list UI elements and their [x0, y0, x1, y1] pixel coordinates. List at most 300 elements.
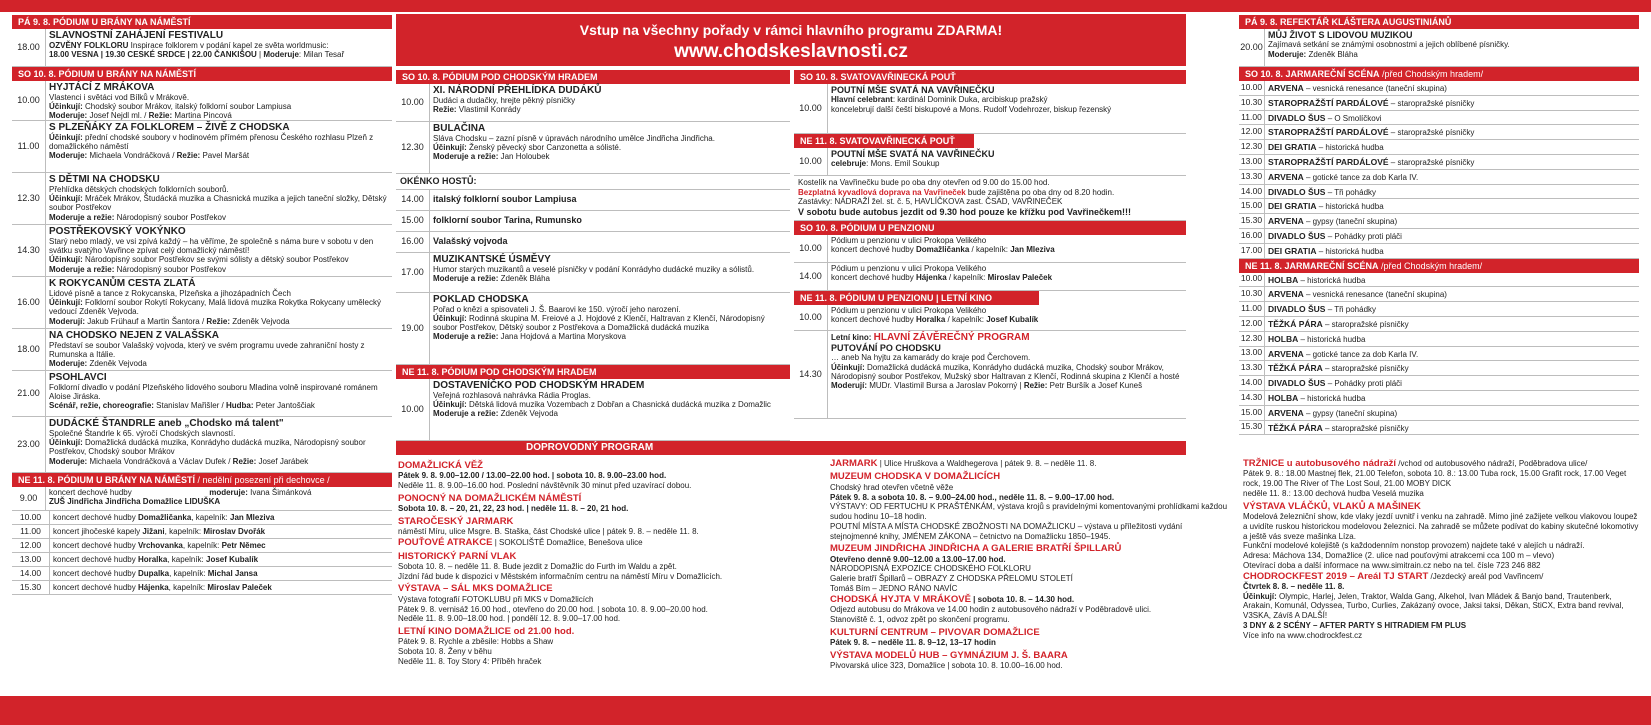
- program-line: Moderuje: Michaela Vondráčková a Václav Dufek / Režie: Josef Jarábek: [49, 456, 309, 466]
- text: / kapelník:: [946, 272, 988, 282]
- program-row: [12, 417, 392, 473]
- text: bude zajištěna po oba dny od 8.20 hodin.: [965, 187, 1115, 197]
- program-text: [1265, 287, 1639, 301]
- time-label: 14.30: [794, 331, 828, 418]
- event-line: Galerie bratří Špillarů – OBRAZY Z CHODSKA PŘELOMU STOLETÍ: [830, 574, 1073, 584]
- bold-text: HOLBA: [1268, 333, 1299, 344]
- program-text: [1265, 96, 1639, 110]
- program-row: [1239, 287, 1639, 302]
- program-text: [828, 305, 1186, 330]
- event-line: NÁRODOPISNÁ EXPOZICE CHODSKÉHO FOLKLORU: [830, 564, 1031, 574]
- program-line: [433, 409, 787, 418]
- side-program-col-b: [830, 458, 1230, 671]
- bold-text: Režie:: [433, 105, 457, 115]
- bold-text: Moderuje a režie:: [433, 152, 499, 162]
- highlight-text: HLAVNÍ ZÁVĚREČNÝ PROGRAM: [873, 331, 1030, 343]
- column-vavrinecek: [794, 70, 1186, 419]
- time-label: 13.30: [1239, 170, 1265, 184]
- time-label: 14.00: [1239, 185, 1265, 199]
- section-header: PÁ 9. 8. PÓDIUM U BRÁNY NA NÁMĚSTÍ: [12, 15, 392, 29]
- top-red-bar: [0, 0, 1651, 12]
- program-title: DUDÁCKÉ ŠTANDRLE aneb „Chodsko má talent": [49, 418, 284, 429]
- text: koncert dechové hudby: [53, 555, 138, 564]
- bold-text: Moderuje a režie:: [433, 332, 499, 342]
- bold-text: Hájenka: [915, 272, 947, 282]
- program-row: [396, 122, 790, 174]
- time-label: 20.00: [1239, 29, 1265, 66]
- guest-row: [396, 190, 790, 211]
- section-header: SO 10. 8. PÓDIUM POD CHODSKÝM HRADEM: [396, 70, 790, 84]
- time-label: 16.00: [12, 277, 46, 328]
- event-line: [830, 458, 1230, 469]
- program-row: [1239, 391, 1639, 406]
- guest-name: folklorní soubor Tarina, Rumunsko: [433, 215, 582, 226]
- text: Petr Buršík a Josef Kuneš: [1049, 380, 1143, 390]
- bold-text: Účinkují:: [49, 133, 83, 142]
- red-text: Bezplatná kyvadlová doprava na Vavřineček: [798, 187, 966, 197]
- section-header: DOPROVODNÝ PROGRAM: [396, 441, 1186, 455]
- event-line: [830, 594, 1230, 605]
- transport-note: [794, 176, 1186, 221]
- text: – gotické tance za dob Karla IV.: [1303, 172, 1419, 182]
- bold-text: DIVADLO ŠUS: [1268, 112, 1326, 123]
- program-row: [12, 511, 392, 525]
- program-text: [828, 331, 1186, 418]
- event-line: Sobota 10. 8. – 20, 21, 22, 23 hod. | neděle 11. 8. – 20, 21 hod.: [398, 504, 629, 514]
- text: , kapelník:: [167, 555, 206, 564]
- time-label: 10.00: [1239, 81, 1265, 95]
- bold-text: Režie:: [148, 111, 173, 121]
- bold-text: DIVADLO ŠUS: [1268, 304, 1326, 315]
- program-row: [1239, 29, 1639, 67]
- program-text: [1265, 273, 1639, 287]
- program-line: [433, 314, 787, 332]
- time-label: 14.00: [12, 567, 50, 580]
- program-line: Moderuje: Josef Nejdl ml. / Režie: Martina Pincová: [49, 111, 232, 121]
- text: /vchod od autobusového nádraží, Poděbradova ulice/: [1396, 459, 1588, 468]
- program-title: XI. NÁRODNÍ PŘEHLÍDKA DUDÁKŮ: [433, 85, 602, 96]
- program-line: [433, 400, 787, 409]
- text: Domažlická dudácká muzika, Konrádyho dudácká muzika, Národopisný soubor Postřekov, Chodský soubor Mrákov: [49, 438, 366, 457]
- program-line: [49, 50, 389, 59]
- section-header: [1239, 67, 1639, 81]
- text: – staropražské písničky: [1388, 128, 1475, 138]
- bold-text: Účinkují:: [49, 194, 83, 204]
- program-row: [396, 253, 790, 293]
- text: MUDr. Vlastimil Bursa a Jaroslav Pokorný: [869, 380, 1018, 390]
- section-header: SO 10. 8. SVATOVAVŘINECKÁ POUŤ: [794, 70, 1186, 84]
- program-row: [1239, 185, 1639, 200]
- program-row: [1239, 140, 1639, 155]
- program-text: [1265, 214, 1639, 228]
- program-line: [831, 159, 1183, 168]
- text: Dětská lidová muzika Vozembach z Dobřan a Chasnická dudácká muzika z Domažlic: [469, 399, 771, 409]
- program-line: Veřejná rozhlasová nahrávka Rádia Proglas.: [433, 390, 591, 400]
- program-text: [46, 487, 392, 510]
- note-line: Kostelík na Vavřinečku bude po oba dny otevřen od 9.00 do 15.00 hod.: [798, 178, 1050, 187]
- event-line: Neděle 11. 8. 9.00–18.00 hod. | pondělí 12. 8. 9.00–17.00 hod.: [398, 614, 621, 624]
- column-podium-namesti: [12, 15, 392, 595]
- time-label: 10.30: [1239, 287, 1265, 301]
- program-row: [12, 81, 392, 121]
- bold-text: DEI GRATIA: [1268, 201, 1317, 212]
- program-row: [1239, 317, 1639, 332]
- program-line: [831, 315, 1183, 324]
- program-details: [49, 401, 389, 410]
- program-text: [1265, 317, 1639, 331]
- text: Národopisný soubor Postřekov se svými sólisty a dětský soubor Postřekov: [85, 255, 349, 265]
- program-row: [1239, 273, 1639, 288]
- event-line: Pátek 9. 8. 9.00–12.00 / 13.00–22.00 hod. | sobota 10. 8. 9.00–23.00 hod.: [398, 471, 667, 481]
- program-line: [433, 143, 787, 152]
- program-line: [433, 105, 787, 114]
- program-title: BULAČINA: [433, 123, 486, 134]
- text: /Jezdecký areál pod Vavřincem/: [1428, 571, 1544, 581]
- program-list: [12, 81, 392, 473]
- event-line: Pivovarská ulice 323, Domažlice | sobota 10. 8. 10.00–16.00 hod.: [830, 661, 1063, 671]
- bold-text: Moderují:: [49, 316, 85, 326]
- text: – Pohádky proti pláči: [1325, 231, 1402, 241]
- text: Olympic, Harlej, Jelen, Traktor, Walda Gang, Alkehol, Ivan Mládek & Banjo band, Trautenberk, Arakain, Komunál, Odyssea, Turbo, Curlies, Zakázaný ovoce, Jaksi taksi, Děkan, StiCX, Extra band revival, V3SKA, Závíš A DALŠÍ!: [1243, 591, 1624, 621]
- time-label: 10.00: [396, 379, 430, 440]
- event-title: VÝSTAVA VLÁČKŮ, VLAKŮ A MAŠINEK: [1243, 500, 1421, 512]
- program-text: [50, 553, 392, 566]
- program-line: [49, 497, 389, 506]
- bold-text: moderuje:: [209, 488, 248, 497]
- time-label: 9.00: [12, 487, 46, 510]
- time-label: 14.30: [12, 225, 46, 276]
- text: Jana Hojdová a Martina Moryskova: [500, 332, 626, 342]
- event-title: DOMAŽLICKÁ VĚŽ: [398, 460, 483, 471]
- program-line: Dudáci a dudačky, hrejte pěkný písničky: [433, 96, 576, 105]
- program-row: [1239, 199, 1639, 214]
- time-label: 14.30: [1239, 391, 1265, 405]
- event-title: PONOCNÝ NA DOMAŽLICKÉM NÁMĚSTÍ: [398, 492, 582, 504]
- bold-text: Jan Mleziva: [230, 513, 275, 522]
- text: Jakub Frühauf a Martin Šantora: [87, 316, 200, 326]
- event-line: náměstí Míru, ulice Msgre. B. Staška, část Chodské ulice | pátek 9. 8. – neděle 11. 8.: [398, 527, 699, 537]
- bold-text: Miroslav Dvořák: [203, 527, 266, 536]
- event-title: STAROČESKÝ JARMARK: [398, 516, 514, 528]
- text: Zdeněk Bláha: [1308, 49, 1358, 59]
- program-text: [1265, 302, 1639, 316]
- text: Domažlická dudácká muzika, Konrádyho dudácká muzika, Chodský soubor Mrákov, Národopisný soubor Postřekov, Mužský sbor Haltravan z Klenčí, Rodinná skupina z Klenčí a hosté: [831, 362, 1180, 381]
- program-text: [1265, 199, 1639, 213]
- program-row: [12, 371, 392, 417]
- program-details: [433, 314, 787, 342]
- text: – staropražské písničky: [1322, 364, 1409, 374]
- bold-text: Hlavní celebrant: [831, 95, 893, 105]
- program-line: Společné Štandrle k 65. výročí Chodských slavností.: [49, 429, 236, 438]
- event-line: Modelová železniční show, kde vlaky jezdí uvnitř i venku na zahradě. Mimo jiné zažijete velkou vlakovou loupež a uvidíte ruskou historickou modelovou železnici. Na zahradě se můžete podívat do kabiny skutečné lokomotivy a ještě vás sveze mašinka Líza.: [1243, 512, 1639, 541]
- bold-text: Jižani: [142, 527, 165, 536]
- program-text: [430, 253, 790, 292]
- bold-text: Josef Kubalík: [206, 555, 259, 564]
- program-text: [50, 581, 392, 594]
- program-line: Starý nebo mladý, ve vsi zpívá každý – ha věříme, že společně s náma bure v sobotu v den svátku svatýho Vavřince zpívat celý domažlický náměstí!: [49, 237, 374, 256]
- time-label: 11.00: [1239, 111, 1265, 125]
- time-label: 17.00: [1239, 244, 1265, 258]
- program-details: [49, 438, 389, 466]
- program-text: [46, 371, 392, 416]
- note-line: Zastávky: NÁDRAŽÍ žel. st. č. 5, HAVLÍČKOVA zast. ČSAD, VAVŘINEČEK: [798, 197, 1063, 207]
- time-label: 15.30: [1239, 214, 1265, 228]
- header-text: NE 11. 8. PÓDIUM U BRÁNY NA NÁMĚSTÍ: [18, 475, 196, 485]
- time-label: 10.00: [396, 84, 430, 121]
- program-row: [794, 263, 1186, 291]
- event-line: [1243, 592, 1639, 621]
- bold-text: Účinkují:: [49, 255, 83, 265]
- column-jarmarecni-scena: [1239, 15, 1639, 435]
- bold-text: Domažličanka: [137, 513, 192, 522]
- program-text: [1265, 332, 1639, 346]
- program-line: [49, 41, 389, 50]
- program-row: [396, 84, 790, 122]
- text: koncert dechové hudby: [831, 244, 916, 254]
- text: – Pohádky proti pláči: [1325, 379, 1402, 389]
- section-header: SO 10. 8. PÓDIUM U BRÁNY NA NÁMĚSTÍ: [12, 67, 392, 81]
- program-text: [1265, 155, 1639, 169]
- note-line: V sobotu bude autobus jezdit od 9.30 hod pouze ke křížku pod Vavřinečkem!!!: [798, 206, 1132, 217]
- program-text: [430, 379, 790, 440]
- program-title: S DĚTMI NA CHODSKU: [49, 174, 160, 185]
- program-details: [433, 274, 787, 283]
- event-line: [1243, 458, 1639, 469]
- text: – vesnická renesance (taneční skupina): [1303, 84, 1447, 93]
- program-row: [794, 331, 1186, 419]
- text: Stanislav Mařišler: [156, 401, 220, 411]
- bold-text: Účinkují:: [49, 298, 83, 308]
- text: |: [256, 50, 264, 60]
- time-label: 14.00: [794, 263, 828, 290]
- text: Národopisný soubor Postřekov: [116, 264, 226, 274]
- event-line: [1243, 571, 1639, 582]
- time-label: 18.00: [12, 329, 46, 370]
- program-title: K ROKYCANŮM CESTA ZLATÁ: [49, 278, 196, 289]
- time-label: 12.30: [396, 122, 430, 173]
- event-line: Jízdní řád bude k dispozici v Městském informačním centru na náměstí Míru v Domažlicích.: [398, 571, 723, 581]
- time-label: 10.00: [1239, 273, 1265, 287]
- time-label: 10.00: [794, 305, 828, 330]
- program-line: Scénář, režie, choreografie: Stanislav Mařišler / Hudba: Peter Jantoščiak: [49, 401, 315, 411]
- program-text: [1265, 170, 1639, 184]
- bold-text: Účinkují:: [49, 438, 83, 448]
- text: – Tři pohádky: [1325, 305, 1377, 315]
- program-row: [12, 29, 392, 67]
- program-line: Moderuje: Michaela Vondráčková / Režie: Pavel Maršát: [49, 151, 250, 161]
- bold-text: Moderují:: [831, 380, 867, 390]
- text: koncert jihočeské kapely: [53, 527, 143, 536]
- bold-text: Moderuje:: [1268, 49, 1307, 59]
- program-text: [46, 277, 392, 328]
- program-text: [1265, 125, 1639, 139]
- program-text: [1265, 244, 1639, 258]
- bottom-red-bar: [0, 696, 1651, 725]
- text: Ženský pěvecký sbor Canzonetta a sólisté.: [469, 143, 622, 153]
- section-header: NE 11. 8. SVATOVAVŘINECKÁ POUŤ: [794, 134, 974, 148]
- text: : Mons. Emil Soukup: [866, 159, 940, 169]
- program-text: [46, 29, 392, 66]
- bold-text: Moderuje a režie:: [433, 408, 499, 418]
- time-label: 12.30: [1239, 332, 1265, 346]
- event-line: POUTNÍ MÍSTA A MÍSTA CHODSKÉ ZBOŽNOSTI NA DOMAŽLICKU – výstava u příležitosti vydání stejnojmenné knihy, JMÉNEM ZÁKONA – četnictvo na Domažlicku 1850–1945.: [830, 521, 1183, 541]
- program-line: [433, 152, 787, 161]
- event-title: JARMARK: [830, 458, 878, 469]
- event-title: MUZEUM JINDŘICHA JINDŘICHA A GALERIE BRATŘÍ ŠPILLARŮ: [830, 543, 1122, 555]
- time-label: 13.00: [1239, 155, 1265, 169]
- bold-text: ARVENA: [1268, 171, 1304, 182]
- text: Pavel Maršát: [202, 151, 250, 161]
- program-row: [1239, 244, 1639, 259]
- text: koncert dechové hudby: [53, 513, 138, 522]
- section-header: [12, 473, 392, 487]
- text: , kapelník:: [164, 527, 204, 536]
- program-text: [46, 417, 392, 472]
- program-row: [12, 581, 392, 595]
- program-line: Moderují: Jakub Frühauf a Martin Šantora / Režie: Zdeněk Vejvoda: [49, 316, 290, 326]
- program-title: PSOHLAVCI: [49, 372, 107, 383]
- bold-text: HOLBA: [1268, 392, 1299, 403]
- text: Josef Jarábek: [258, 456, 309, 466]
- text: Vlastimil Konrády: [458, 105, 521, 115]
- time-label: 17.00: [396, 253, 430, 292]
- program-line: [831, 245, 1183, 254]
- program-line: [49, 255, 389, 264]
- bold-text: Moderuje a režie:: [49, 212, 115, 222]
- bold-text: Účinkují:: [433, 399, 467, 409]
- bold-text: STAROPRAŽŠTÍ PARDÁLOVÉ: [1268, 156, 1389, 167]
- bold-text: Michal Jansa: [207, 569, 258, 578]
- bold-text: ARVENA: [1268, 216, 1304, 227]
- time-label: 10.00: [12, 81, 46, 120]
- text: Zdeněk Vejvoda: [89, 359, 147, 369]
- header-sub: /před Chodským hradem/: [1378, 260, 1483, 271]
- time-label: 16.00: [396, 232, 430, 252]
- program-text: [430, 293, 790, 364]
- time-label: 15.30: [12, 581, 50, 594]
- program-line: [49, 133, 389, 151]
- event-line: Pátek 9. 8. vernisáž 16.00 hod., otevřeno do 20.00 hod. | sobota 10. 8. 9.00–20.00 hod.: [398, 604, 708, 614]
- time-label: 10.00: [794, 235, 828, 262]
- bold-text: OZVĚNY FOLKLORU: [49, 41, 129, 50]
- program-text: [430, 84, 790, 121]
- text: Rodinná skupina M. Freiové a J. Hojdové z Klenčí, Haltravan z Klenčí, Národopisný soubor Postřekov, Dětský soubor z Postřekova a Domažlická dudácká muzika: [433, 313, 765, 332]
- program-line: [831, 332, 1183, 344]
- program-line: Folklorní divadlo v podání Plzeňského lidového souboru Mladina volně inspirované románem Aloise Jiráska.: [49, 383, 378, 402]
- text: Zdeněk Bláha: [500, 273, 550, 283]
- time-label: 18.00: [12, 29, 46, 66]
- program-title: PUTOVÁNÍ PO CHODSKU: [831, 343, 941, 354]
- program-row: [1239, 361, 1639, 376]
- penzion-list: [794, 235, 1186, 291]
- bold-text: Režie:: [232, 456, 257, 466]
- time-label: 12.30: [12, 173, 46, 224]
- text: – gypsy (taneční skupina): [1303, 217, 1398, 227]
- event-line: Stanoviště č. 1, odvoz zpět po skončení programu.: [830, 614, 1010, 624]
- bold-text: Petr Němec: [221, 541, 266, 550]
- section-header: NE 11. 8. PÓDIUM U PENZIONU | LETNÍ KINO: [794, 291, 1039, 305]
- program-row: [1239, 376, 1639, 391]
- program-line: [433, 332, 787, 341]
- bold-text: Účinkují:: [49, 102, 83, 112]
- bold-text: Moderuje:: [49, 456, 88, 466]
- section-header: SO 10. 8. PÓDIUM U PENZIONU: [794, 221, 1186, 235]
- event-line: Odjezd autobusu do Mrákova ve 14.00 hodin z autobusového nádraží v Poděbradově ulici.: [830, 605, 1152, 615]
- header-sub: /před Chodským hradem/: [1379, 69, 1484, 79]
- event-line: Pátek 9. 8.: 18.00 Mastnej flek, 21.00 Telefon, sobota 10. 8.: 13.00 Tuba rock, 15.00 Grafit rock, 17.00 Veget rock, 19.00 The River of The Lost Soul, 21.00 MOBY DICK: [1243, 469, 1627, 489]
- bold-text: Josef Kubalík: [986, 314, 1039, 324]
- text: : kardinál Dominik Duka, arcibiskup pražský: [892, 95, 1048, 105]
- event-line: Adresa: Máchova 134, Domažlice (2. ulice nad pouťovými atrakcemi cca 100 m – vlevo): [1243, 551, 1555, 561]
- program-row: [12, 329, 392, 371]
- program-line: [49, 438, 389, 456]
- time-label: 10.00: [794, 148, 828, 175]
- bold-text: Moderuje:: [49, 151, 88, 161]
- text: , kapelník:: [182, 541, 222, 550]
- header-sub: / nedělní posezení při dechovce /: [195, 475, 330, 485]
- program-text: [50, 525, 392, 538]
- bold-text: ZUŠ Jindřicha Jindřicha Domažlice LIDUŠKA: [49, 497, 221, 507]
- program-line: [831, 95, 1183, 104]
- text: koncert dechové hudby: [53, 569, 138, 578]
- bold-text: Letní kino:: [831, 332, 874, 342]
- program-line: [1268, 50, 1636, 59]
- program-row: [396, 293, 790, 365]
- program-row: [1239, 125, 1639, 140]
- bold-text: Miroslav Paleček: [207, 583, 272, 592]
- program-line: Pódium u penzionu v ulici Prokopa Velikého: [831, 305, 987, 315]
- program-line: koncelebrují další čeští biskupové a Mons. Rudolf Vodehrozer, biskup řezenský: [831, 104, 1112, 114]
- bold-text: TĚŽKÁ PÁRA: [1268, 318, 1323, 329]
- program-line: [49, 298, 389, 316]
- text: : Milan Tesař: [298, 50, 345, 60]
- program-row: [794, 235, 1186, 263]
- bold-text: Režie:: [1023, 380, 1048, 390]
- program-row: [1239, 81, 1639, 96]
- program-row: [396, 379, 790, 441]
- program-details: [49, 194, 389, 222]
- program-row: [1239, 332, 1639, 347]
- time-label: 13.00: [1239, 347, 1265, 361]
- time-label: 15.00: [396, 211, 430, 231]
- time-label: 15.00: [1239, 199, 1265, 213]
- bold-text: Miroslav Paleček: [987, 272, 1053, 282]
- program-title: POKLAD CHODSKA: [433, 293, 529, 305]
- text: – historická hudba: [1316, 143, 1384, 153]
- event-title: KULTURNÍ CENTRUM – PIVOVAR DOMAŽLICE: [830, 626, 1040, 638]
- section-header: PÁ 9. 8. REFEKTÁŘ KLÁŠTERA AUGUSTINIÁNŮ: [1239, 15, 1639, 29]
- bold-text: Jan Mleziva: [1010, 244, 1055, 254]
- text: – historická hudba: [1316, 202, 1384, 212]
- text: – vesnická renesance (taneční skupina): [1303, 290, 1447, 300]
- event-line: Otevírací doba a další informace na www.simitrain.cz nebo na tel. čísle 723 246 882: [1243, 560, 1541, 570]
- bold-text: 18.00 VESNA | 19.30 CESKÉ SRDCE | 22.00 ČANKIŠOU: [49, 50, 257, 60]
- bold-text: Účinkují:: [433, 313, 467, 323]
- time-label: 11.00: [12, 525, 50, 538]
- program-text: [50, 511, 392, 524]
- program-title: S PLZEŇÁKY ZA FOLKLOREM – ŽIVĚ Z CHODSKA: [49, 122, 290, 133]
- program-line: Moderují: MUDr. Vlastimil Bursa a Jaroslav Pokorný | Režie: Petr Buršík a Josef Kuneš: [831, 380, 1143, 390]
- program-text: [430, 122, 790, 173]
- program-row: [794, 148, 1186, 176]
- website-link[interactable]: www.chodskeslavnosti.cz: [674, 41, 908, 63]
- time-label: 10.30: [1239, 96, 1265, 110]
- bold-text: Dupalka: [137, 569, 170, 578]
- event-line: Sobota 10. 8. Ženy v běhu: [398, 647, 492, 657]
- event-line: [398, 537, 788, 548]
- program-text: [1265, 229, 1639, 243]
- program-title: SLAVNOSTNÍ ZAHÁJENÍ FESTIVALU: [49, 30, 224, 41]
